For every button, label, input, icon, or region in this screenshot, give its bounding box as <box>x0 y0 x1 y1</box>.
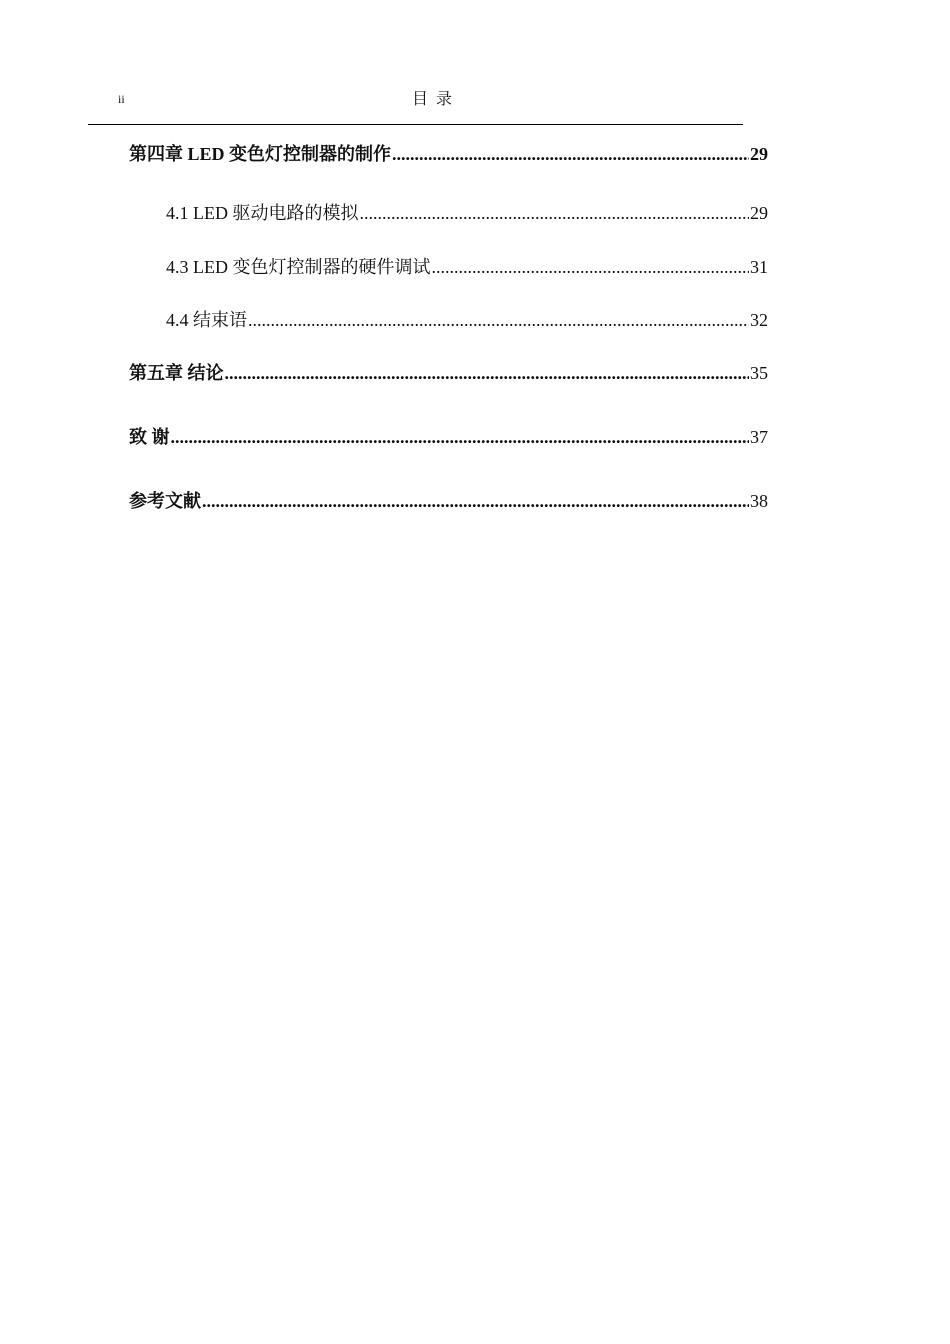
toc-entry-section-4-3[interactable] <box>166 255 768 279</box>
dot-leader <box>225 361 750 385</box>
toc-entry-chapter-4[interactable] <box>129 142 768 166</box>
toc-entry-page: 38 <box>750 491 768 511</box>
dot-leader <box>248 308 749 332</box>
toc-entry-chapter-5[interactable] <box>129 361 768 385</box>
toc-entry-title: 4.4 结束语 <box>166 310 247 330</box>
dot-leader <box>202 489 749 513</box>
toc-entry-title: 参考文献 <box>129 491 201 511</box>
header-page-number: ii <box>118 92 125 106</box>
toc-entry-page: 32 <box>750 310 768 330</box>
toc-entry-title: 第四章 LED 变色灯控制器的制作 <box>129 144 392 164</box>
toc-entry-acknowledgements[interactable] <box>129 425 768 449</box>
dot-leader <box>392 142 749 166</box>
toc-entry-page: 31 <box>750 257 768 277</box>
toc-entry-section-4-4[interactable] <box>166 308 768 332</box>
toc-entry-references[interactable] <box>129 489 768 513</box>
toc-entry-page: 35 <box>750 363 768 383</box>
toc-entry-page: 29 <box>750 144 768 164</box>
header-title: 目 录 <box>411 91 454 108</box>
dot-leader <box>360 201 750 225</box>
toc-entry-title: 第五章 结论 <box>129 363 224 383</box>
toc-entry-title: 致 谢 <box>129 427 170 447</box>
toc-entry-title: 4.1 LED 驱动电路的模拟 <box>166 203 359 223</box>
toc-entry-section-4-1[interactable] <box>166 201 768 225</box>
dot-leader <box>171 425 750 449</box>
toc-entry-page: 37 <box>750 427 768 447</box>
toc-entry-page: 29 <box>750 203 768 223</box>
dot-leader <box>432 255 750 279</box>
toc-entry-title: 4.3 LED 变色灯控制器的硬件调试 <box>166 257 431 277</box>
